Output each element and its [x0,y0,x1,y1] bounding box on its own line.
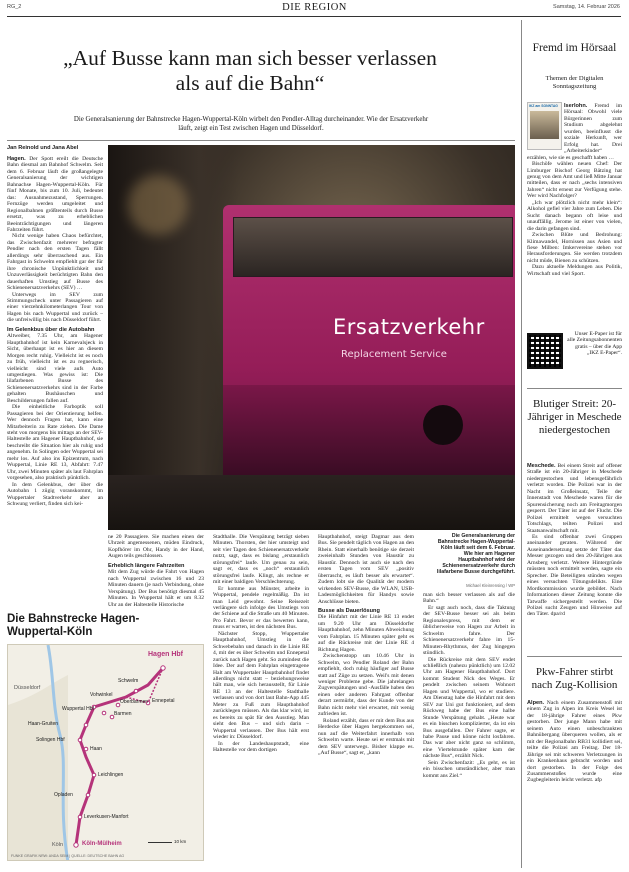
section-code: RG_2 [7,4,22,10]
paragraph-text: In der Landeshauptstadt, eine Haltestelle vor dem dortigen [213,740,309,753]
replacement-bus [223,205,515,475]
paragraph [7,156,103,233]
map-label-solingen: Solingen Hbf [36,737,65,743]
photo-caption: Die Generalsanierung der Bahnstrecke Hagen-Wuppertal-Köln läuft seit dem 6. Februar. Wie hier am Hagener Hauptbahnhof wird der Schienenersatzverkehr durch lilafarbene Busse durchgeführt. [436,533,515,575]
subheading: Im Gelenkbus über die Autobahn [7,326,95,333]
dateline: Iserlohn. [564,103,588,109]
paragraph-text: Dazu aktuelle Meldungen aus Politik, Wirtschaft und viel Sport. [527,264,622,277]
map-label-leichlingen: Leichlingen [98,772,124,778]
paragraph-text: Bei einem Streit auf offener Straße ist ein 20-Jähriger in Meschede niedergestochen und lebensgefährlich verletzt worden. Die Polizei war in der Nacht im Großeinsatz, Teile der Innenstadt von Meschede waren für die Spurensicherung noch am Freitagmorgen gesperrt. Der Täter ist auf der Flucht. Die Polizei ermittelt wegen versuchten Totschlags, teilten Polizei und Staatsanwaltschaft mit. [527,463,622,534]
dateline: Meschede. [527,463,556,469]
map-title: Die Bahnstrecke Hagen-Wuppertal-Köln [7,613,140,638]
station-hagen [161,666,165,670]
paragraph-text: Hauptbahnhof, steigt Dagmar aus dem Bus. Sie pendelt täglich von Hagen an den Rhein. Statt einerhalb benötige sie derzeit zweieinhalb Stunden von Haustür zu Haustür. Dennoch ist auch sie nach den ersten Tagen vom SEV „positiv überrascht, es läuft besser als erwartet“. Zudem lobt sie die Qualität der modern wirkenden SEV-Busse, die WLAN, USB-Ladesmöglichkeiten für Handys sowie Anschlüsse bieten. [318,534,414,605]
station-leichlingen [92,773,96,777]
section-title: DIE REGION [282,2,347,13]
article-col-2 [108,534,204,612]
paragraph-text: Nach einem Zusammenstoß mit einem Zug in Alpen im Kreis Wesel ist der 18-jährige Fahrer eines Pkw gestorben. Der junge Mann habe mit seinem Auto einen unbeschrankten Bahnübergang überqueren wollen, als er mit der Regionalbahn RB31 kollidiert sei, teilte die Polizei am Freitag. Der 18-Jährige sei mit schweren Verletzungen in ein Krankenhaus gebracht worden und dort gestorben. In der Folge des Zusammenstoßes wurde eine Zugbegleiterin leicht verletzt. afp [527,700,622,784]
map-label-vohwinkel: Vohwinkel [90,692,113,698]
paragraph [527,264,622,277]
paragraph [527,534,622,618]
bus-display-subtext: Replacement Service [341,349,447,360]
paragraph-text: Sein Zwischenfazit: „Es geht, es ist ein bisschen umständlicher, aber man kommt ans Ziel.“ [423,759,515,779]
paragraph-text: Fremd im Hörsaal: Obwohl viele Bürgerinnen zum Studium abgelehnt wurden, beeinflusst die soziale Herkunft, wer Erfolg hat. Drei „Arbeiterkinder“ erzählen, wie sie es geschafft haben … [527,103,622,161]
dateline: Alpen. [527,700,545,706]
map-label-ennepetal: Ennepetal [152,698,175,704]
map-scale: 10 km [174,839,187,844]
paragraph [423,592,515,605]
issue-date: Samstag, 14. Februar 2026 [553,4,620,10]
station-leverkusen [78,815,82,819]
side2-body [527,463,622,648]
paragraph [213,586,309,631]
epaper-qr-code[interactable] [527,333,563,369]
paragraph-text: Zwischen Blüte und Bedrohung: Klimawandel, Hornissen aus Asien und fiese Milben: Imkervereine stehen vor Herausforderungen. Sie werden trotzdem nicht müde, Bienen zu schützen. [527,232,622,264]
paragraph [213,631,309,741]
photo-credit: Michael Kleinrensing / WP [466,583,515,588]
map-label-opladen: Opladen [54,792,73,798]
article-photo [108,145,515,530]
paragraph [7,233,103,291]
paragraph-text: Unterwegs im SEV zum Stimmungscheck unter Passagieren auf einer vierzehnkilometerlangen Tour von Hagen bis nach Wuppertal und zurück – die unfreiwillig bis nach Düsseldorf führt. [7,291,103,324]
paragraph-text: Nächster Stopp, Wuppertaler Hauptbahnhof, Umstieg in die Schwebebahn und danach in die Linie RE 4, mit der es über Schwelm und Ennepetal zurück nach Hagen geht. So zumindest die Idee. Der auf dem Fahrplan eingetragene Halt am Wuppertaler Hauptbahnhof findet allerdings nicht statt – beziehungsweise hält man, wie sich herausstellt, für Linie RE 13 an der Haltestelle Stadthalle verlassen und von dort laut Bahn-App 445 Meter zu Fuß zum Hauptbahnhof zurücklegen müssen. Als das klar wird, ist es bereits zu spät für den Ausstieg. Man sieht den Bus – und sich darin – Wuppertal verlassen. Der Bus hält erst wieder in: Düsseldorf. [213,630,309,741]
paragraph-text: Altweiber, 7.35 Uhr, am Hagener Hauptbahnhof ist kein Karnevalsjeck in Sicht, überhaupt ist es hier an diesem Morgen recht ruhig. Vielleicht ist es noch zu früh, vielleicht ist es zu regnerisch, vielleicht sind viele aufs Auto umgestiegen. Was gewiss ist: Die lilafarbenen Busse des Schienenersatzverkehrs sind in der Farbe gehalten Bushäuschen und Beschilderungen fallen auf. [7,333,103,404]
paragraph-text: Der Spott ereilt die Deutsche Bahn diesmal am Bahnhof Schwelm. Seit dem 6. Februar läuft die großangelegte Generalsanierung der wichtigen Bahnachse Hagen-Wuppertal-Köln. Für fünf Monate, bis zum 10. Juli, bedeutet das: Ausnahmezustand, Sperrungen. Fernzüge werden umgeleitet und Regionalbahnen größtenteils durch Busse ersetzt, was zu erheblichen Beeinträchtigungen und längeren Fahrzeiten führt. [7,156,103,233]
side3-title: Pkw-Fahrer stirbt nach Zug-Kollision [531,666,618,691]
paragraph-text: Er sagt auch noch, dass die Taktung der SEV-Busse besser sei als beim Regionalexpress, mit dem er üblicherweise von Hagen zur Arbeit in Schwelm fahre. Der Schienenersatzverkehr fahre im 15-Minuten-Rhythmus, der Zug hingegen stündlich. [423,604,515,657]
bus-display-text: Ersatzverkehr [333,315,485,339]
station-schwelm [134,689,138,693]
paragraph [527,232,622,264]
paragraph [7,292,103,324]
route-map-svg [8,645,204,861]
paragraph-text: Er komme aus Münster, arbeite in Wuppertal, pendele regelmäßig. Da ist man Leid gewohnt. Seine Reisezeit verlängere sich infolge des Umstiegs von der Schiene auf die Straße um 40 Minuten. Pro Fahrt. Bevor er das bewerten kann, muss er warten, ist den nächsten Bus. [213,585,309,631]
station-haan [84,747,88,751]
paragraph [318,653,414,718]
paragraph-text: Bischöfe wählen neuen Chef: Der Limburger Bischof Georg Bätzing hat genug von dem Amt und ließ Mitte Januar mitteilen, dass er nach „sechs intensiven Jahren“ nicht erneut zur Verfügung stehe. Wer wird Nachfolger? [527,161,622,200]
paragraph-text: „Ich war plötzlich nicht mehr klein“: Alkohol gefiel vier Jahre zum Leben. Die Sucht danach begann oft leise und unauffällig. Jerome ist einer von vielen, die darin gefangen sind. [527,199,622,232]
article-col-1 [7,156,103,681]
map-label-barmen: Barmen [114,711,132,717]
paragraph [318,718,414,757]
deck: Die Generalsanierung der Bahnstrecke Hagen-Wuppertal-Köln wirbelt den Pendler-Alltag durcheinander. Wie der Ersatzverkehr läuft, zeigt ein Test zwischen Hagen und Düsseldorf. [73,116,429,132]
map-label-koeln: Köln [52,842,64,848]
article-col-4 [318,534,414,865]
map-label-haan-gruiten: Haan-Gruiten [28,721,59,727]
side2-title: Blutiger Streit: 20-Jähriger in Meschede niedergestochen [527,398,622,436]
article-col-3 [213,534,309,865]
map-label-koeln-muelheim: Köln-Mülheim [82,841,122,847]
subheading: Busse als Dauerlösung [318,607,380,614]
paragraph-text: man sich besser verlassen als auf die Bahn.“ [423,592,515,605]
paragraph [527,463,622,534]
paragraph [527,200,622,232]
paragraph [7,404,103,481]
map-label-hagen: Hagen Hbf [148,651,183,658]
map-label-schwelm: Schwelm [118,678,139,684]
paragraph [527,700,622,784]
byline: Jan Reinold und Jana Abel [7,145,79,151]
paragraph [423,605,515,657]
paragraph [213,741,309,754]
map-label-oberbarmen: Oberbarmen [120,699,149,705]
station-koeln-muelheim [74,843,78,847]
paragraph-text: Es sind offenbar zwei Gruppen aneinander geraten. Während der Auseinandersetzung setzte der Täter das Messer gezogen und den 20-Jährigen aus Arnsberg verletzt. Weitere Hintergründe müssten noch ermittelt werden, sagte ein Sprecher. Die Beteiligten stünden wegen eines versuchten Tötungsdelikts. Eine Mordkommission wurde gebildet. Nach Informationen dieser Zeitung konnte die Tatwaffe sichergestellt werden. Die Polizei sucht Zeugen und Hinweise auf den Täter. dpa/rd [527,533,622,618]
article-col-5 [423,592,515,865]
thumb-label: IKZ am SONNTAG [529,104,558,108]
side1-subtitle: Themen der Digitalen Sonntagszeitung [545,75,604,90]
map-credit: FUNKE GRAFIK NRW: ANDA SEIM | QUELLE: DEUTSCHE BAHN AG [11,854,125,858]
paragraph [527,161,622,200]
paragraph [108,569,204,608]
paragraph-text: Roland erzählt, dass er mit dem Bus aus Herdecke über Hagen hergekommen sei, nun auf die Weiterfahrt innerhalb von Schwelm warte. Heute sei er erstmals mit dem SEV unterwegs. Bisher klappe es. „Auf Busse“, sagt er, „kann [318,717,414,756]
headline: „Auf Busse kann man sich besser verlassen als auf die Bahn“ [63,46,437,95]
station-wuppertal [102,711,106,715]
paragraph-text: Die Rückreise mit dem SEV endet schließlich (nahezu pünktlich) um 12.02 Uhr am Hagener Hauptbahnhof. Dort kommt Student Nick des Weges. Er pendelt zwischen seinem Wohnort Hagen und Wuppertal, wo er studiere. Am Dienstag habe die Hinfahrt mit dem SEV zur Uni gut funktioniert, auf dem Rückweg habe der Bus eine halbe Stunde Verspätung gehabt. „Heute war es ein bisschen komplizierter, da ist ein Bus ausgefallen. Der Fahrer sagte, er habe Pause und könne nicht losfahren. Das war aber nicht ganz so schlimm, eine Viertelstunde später kam der nächste Bus“, erzählt Nick. [423,656,515,760]
qr-caption: Unser E-Paper ist für alle Zeitungsabonnenten gratis – über die App „IKZ E-Paper“. [567,331,622,357]
paragraph-text: Nicht wenige haben Chaos befürchtet, das Zwischenfazit mehrerer befragter Pendler nach den ersten Tagen fällt allerdings sehr überraschend aus. Ein Fahrgast in Schwelm empfiehlt gar der für ihre chronische Unpünktlichkeit und Unzuverlässigkeit berüchtigten Bahn den dauerhaften Umstieg auf Busse des Schienenersatzverkehrs (SEV) … [7,233,103,292]
map-label-haan: Haan [90,746,102,752]
paragraph-text: Mit dem Zug würde die Fahrt von Hagen nach Wuppertal zwischen 16 und 23 Minuten dauern (je nach Verbindung, ohne Verspätung). Der Bus benötigt diesmal 45 Minuten. In Wuppertal hält er um 8.32 Uhr an der Haltestelle Historische [108,569,204,608]
map-label-wuppertal: Wuppertal Hbf [62,706,94,712]
paragraph [108,534,204,560]
paragraph-text: Die Hinfahrt mit der Linie RE 13 endet um 9.20 Uhr am Düsseldorfer Hauptbahnhof, zehn Minuten Abweichung vom Fahrplan. 15 Minuten später geht es auf die Rückreise mit der Linie RE 4 Richtung Hagen. [318,614,414,653]
side3-body [527,700,622,865]
paragraph-text: ne 20 Passagiere. Sie machen einen der Uhrzeit angemessenen, müden Eindruck, Kopfhörer im Ohr, Handy in der Hand, Augen teils geschlossen. [108,534,204,560]
paragraph [423,760,515,779]
paragraph [318,534,414,605]
station-haan-gruiten [84,723,88,727]
station-opladen [86,793,90,797]
map-label-duesseldorf: Düsseldorf [14,685,41,691]
paragraph [318,614,414,653]
station-solingen [78,738,82,742]
paragraph [7,482,103,508]
route-map [7,644,204,861]
paragraph-text: Die einheitliche Farboptik soll Passagieren bei der Orientierung helfen. Wer dennoch Fragen hat, kann eine Mitarbeiterin zu Rate ziehen. Die Dame steht von morgens bis mittags an der SEV-Haltestelle am Hagener Hauptbahnhof, sie beschreibt die Situation hier als ruhig und angenehm. In Solingen oder Wuppertal sei mehr los. Auf also ins Epizentrum, nach Wuppertal, Linie RE 13, Abfahrt: 7.47 Uhr, zwei Minuten später als laut Fahrplan vorgesehen, also praktisch pünktlich. [7,404,103,482]
paragraph [7,333,103,404]
paragraph [213,534,309,586]
paragraph-text: Stadthalle. Die Verspätung beträgt sieben Minuten. Thorsten, der hier umsteigt und seit vier Tagen den Schienenersatzverkehr nutzt, sagt, dass es bislang „erstaunlich störungsfrei“ laufe. Um genau zu sein, sagt er, dass es „noch“ erstaunlich störungsfrei laufe. Klingt, als rechne er mit einer baldigen Verschlechterung. [213,534,309,586]
paragraph-text: In dem Gelenkbus, der über die Autobahn 1 zügig voranskommt, im Wuppertaler Stadtverkehr aber an Schwung verliert, finden sich kei- [7,481,103,508]
map-label-leverkusen: Leverkusen-Manfort [84,814,129,820]
side1-title: Fremd im Hörsaal [532,42,617,54]
paragraph-text: Zwischenstopp um 10.46 Uhr in Schwelm, wo Pendler Roland der Bahn empfiehlt, doch ruhig häufiger auf Busse statt auf Züge zu setzen. Weil's mit denen weniger Probleme gebe. Die jahrelangen Zugverspätungen und -Ausfälle haben den einen oder anderen Fahrgast offenbar derart zermürbt, dass der Kunde von der Bahn nicht mehr viel erwartet, mit wenig zufrieden ist. [318,653,414,718]
subheading: Erheblich längere Fahrzeiten [108,562,185,569]
paragraph [423,657,515,760]
dateline: Hagen. [7,156,26,162]
